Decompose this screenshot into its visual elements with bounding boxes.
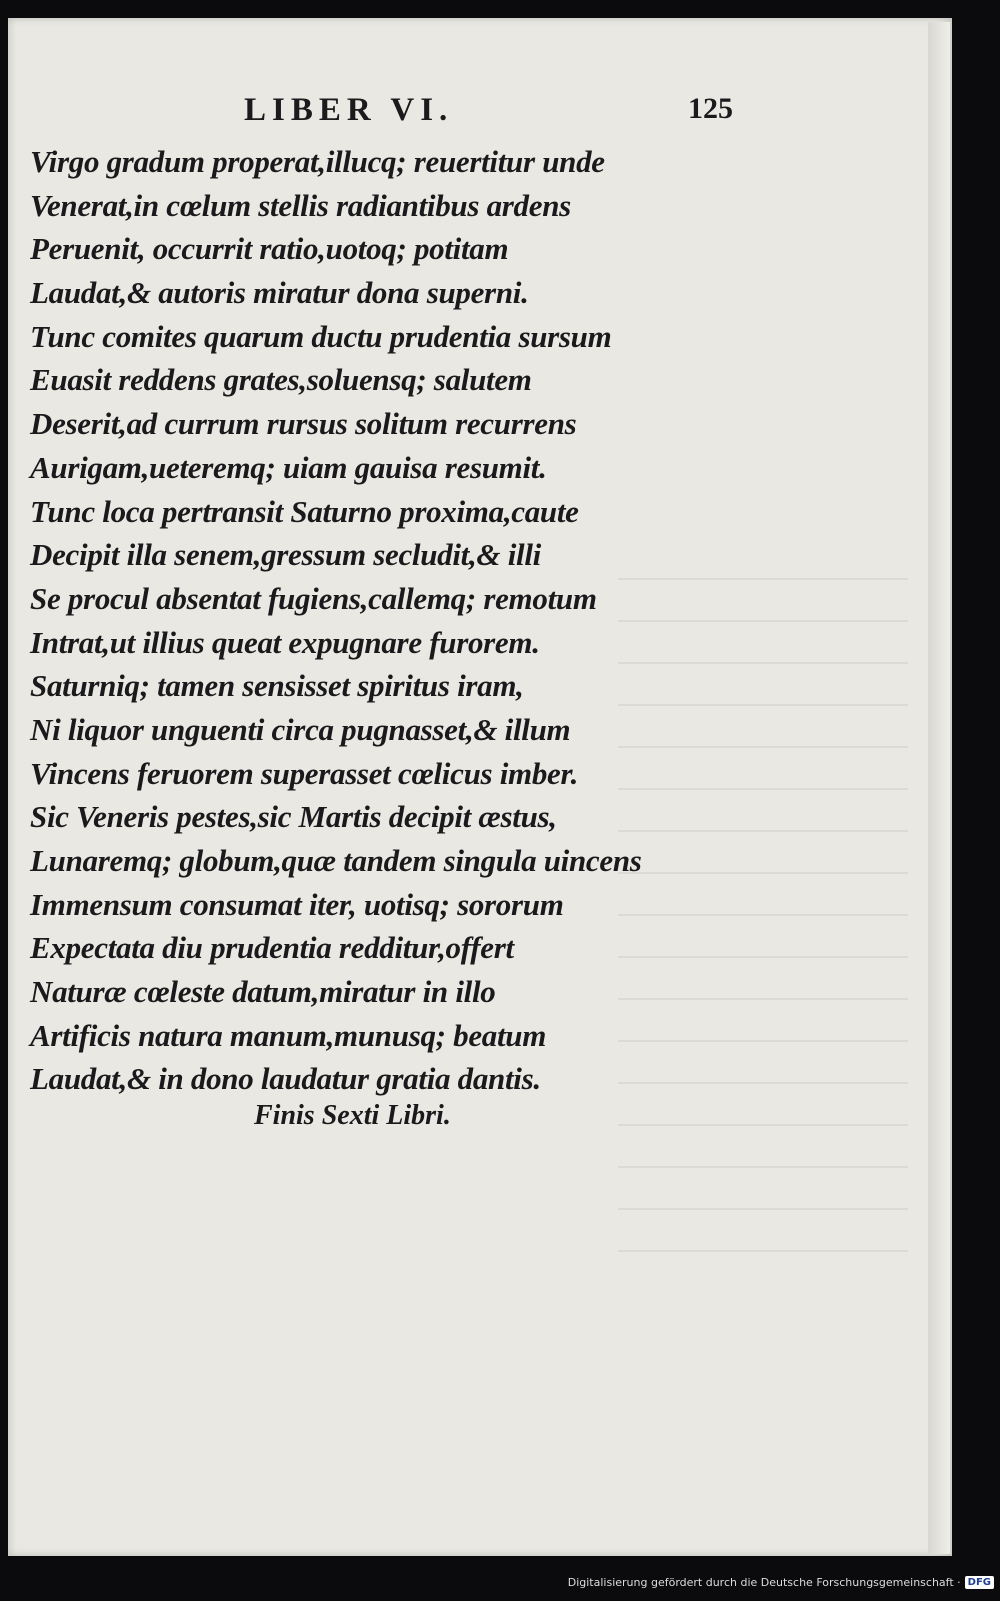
verse-line: Laudat,& in dono laudatur gratia dantis.	[30, 1061, 541, 1097]
verse-line: Vincens feruorem superasset cœlicus imber.	[30, 755, 579, 791]
verse-line: Tunc comites quarum ductu prudentia sursum	[30, 318, 612, 354]
verse-line: Naturæ cœleste datum,miratur in illo	[30, 974, 496, 1010]
verse-line: Ni liquor unguenti circa pugnasset,& illum	[30, 711, 571, 747]
verse-line: Intrat,ut illius queat expugnare furorem.	[30, 624, 540, 660]
verse-line: Se procul absentat fugiens,callemq; remotum	[30, 580, 597, 616]
verse-line: Expectata diu prudentia redditur,offert	[30, 930, 514, 966]
verse-line: Tunc loca pertransit Saturno proxima,caute	[30, 493, 579, 529]
dfg-logo: DFG	[965, 1576, 994, 1589]
page-edge	[928, 22, 950, 1554]
verse-line: Artificis natura manum,munusq; beatum	[30, 1017, 547, 1053]
digitization-credit	[568, 1567, 994, 1597]
verse-line: Euasit reddens grates,soluensq; salutem	[30, 362, 532, 398]
verse-line: Decipit illa senem,gressum secludit,& illi	[30, 537, 541, 573]
book-page	[8, 18, 952, 1556]
credit-text: Digitalisierung gefördert durch die Deutsche Forschungsgemeinschaft ·	[567, 1575, 961, 1589]
page-header	[8, 76, 952, 136]
verse-line: Saturniq; tamen sensisset spiritus iram,	[30, 668, 524, 704]
running-head: LIBER VI.	[244, 92, 454, 128]
verse-line: Sic Veneris pestes,sic Martis decipit æstus,	[30, 799, 557, 835]
verse-line: Peruenit, occurrit ratio,uotoq; potitam	[30, 231, 509, 267]
explicit: Finis Sexti Libri.	[254, 1100, 451, 1131]
verse-line: Deserit,ad currum rursus solitum recurrens	[30, 406, 577, 442]
verse-line: Immensum consumat iter, uotisq; sororum	[30, 886, 564, 922]
page-number: 125	[688, 92, 733, 125]
verse-line: Lunaremq; globum,quæ tandem singula uincens	[30, 843, 642, 878]
verse-text	[30, 140, 720, 1101]
verse-line: Laudat,& autoris miratur dona superni.	[30, 275, 529, 311]
verse-line: Virgo gradum properat,illucq; reuertitur unde	[30, 144, 605, 179]
verse-line: Venerat,in cœlum stellis radiantibus ardens	[30, 187, 571, 223]
verse-line: Aurigam,ueteremq; uiam gauisa resumit.	[30, 449, 547, 485]
